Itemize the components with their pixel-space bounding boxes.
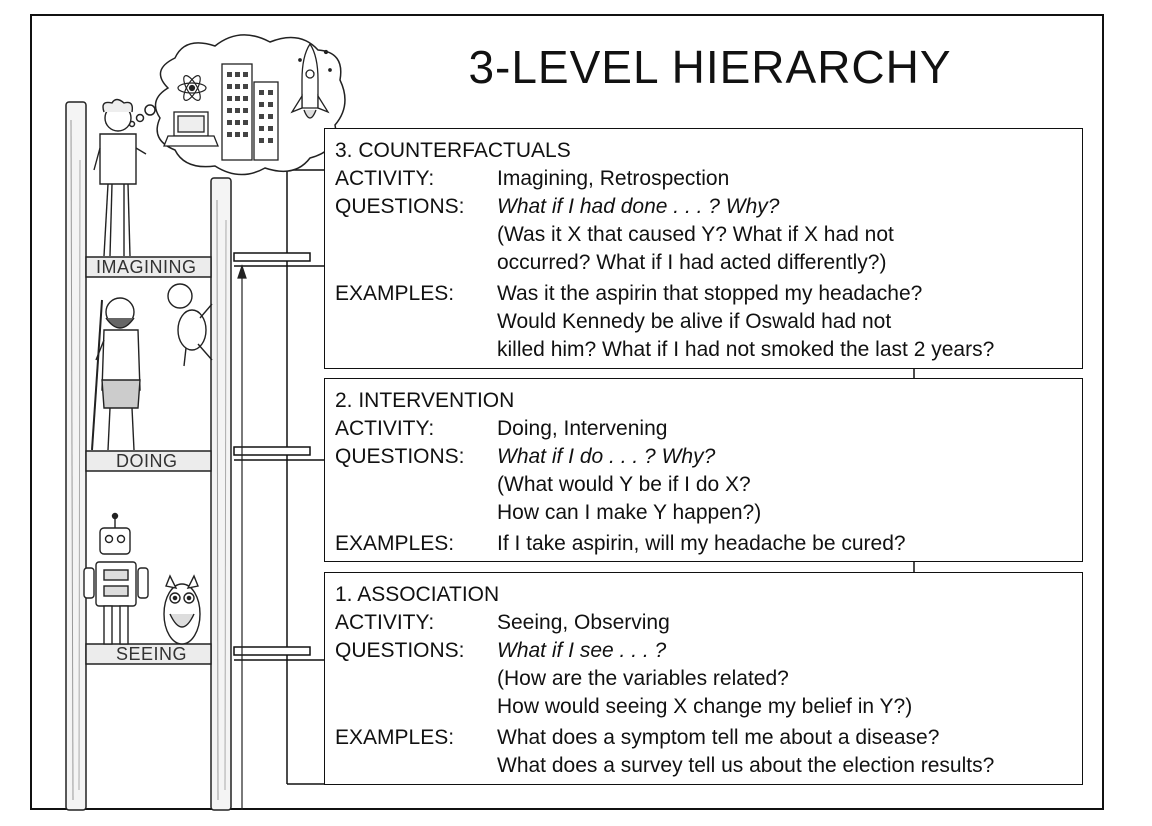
question-main: What if I had done . . . ? Why?: [497, 195, 780, 218]
question-line: How can I make Y happen?): [497, 501, 762, 524]
robot-figure: [84, 514, 148, 645]
level-heading: 2. INTERVENTION: [335, 389, 515, 412]
activity-label: ACTIVITY:: [335, 611, 435, 634]
rung-label-seeing: SEEING: [116, 644, 188, 664]
level-1-association-box: [324, 572, 1083, 785]
level-2-intervention-box: [324, 378, 1083, 562]
level-heading: 3. COUNTERFACTUALS: [335, 139, 571, 162]
question-main: What if I see . . . ?: [497, 639, 667, 662]
example-line: If I take aspirin, will my headache be cured?: [497, 532, 906, 555]
upward-arrow: [238, 266, 246, 810]
caveman-figure: [92, 298, 140, 450]
examples-label: EXAMPLES:: [335, 726, 455, 749]
question-line: How would seeing X change my belief in Y?): [497, 695, 913, 718]
questions-label: QUESTIONS:: [335, 639, 465, 662]
examples-label: EXAMPLES:: [335, 282, 455, 305]
level-3-counterfactuals-box: [324, 128, 1083, 369]
activity-label: ACTIVITY:: [335, 167, 435, 190]
level-heading: 1. ASSOCIATION: [335, 583, 500, 606]
questions-label: QUESTIONS:: [335, 445, 465, 468]
activity-value: Imagining, Retrospection: [497, 167, 730, 190]
page-title: 3-LEVEL HIERARCHY: [468, 41, 952, 93]
question-line: (How are the variables related?: [497, 667, 789, 690]
scientist-figure: [94, 100, 146, 257]
question-line: (What would Y be if I do X?: [497, 473, 751, 496]
example-line: Would Kennedy be alive if Oswald had not: [497, 310, 892, 333]
example-line: What does a symptom tell me about a disease?: [497, 726, 940, 749]
rung-label-doing: DOING: [116, 451, 178, 471]
activity-label: ACTIVITY:: [335, 417, 435, 440]
activity-value: Doing, Intervening: [497, 417, 668, 440]
questions-label: QUESTIONS:: [335, 195, 465, 218]
question-line: occurred? What if I had acted differently?): [497, 251, 887, 274]
examples-label: EXAMPLES:: [335, 532, 455, 555]
question-main: What if I do . . . ? Why?: [497, 445, 716, 468]
example-line: killed him? What if I had not smoked the last 2 years?: [497, 338, 995, 361]
example-line: What does a survey tell us about the election results?: [497, 754, 995, 777]
question-line: (Was it X that caused Y? What if X had not: [497, 223, 894, 246]
activity-value: Seeing, Observing: [497, 611, 670, 634]
owl-figure: [164, 576, 200, 644]
example-line: Was it the aspirin that stopped my headache?: [497, 282, 923, 305]
rung-label-imagining: IMAGINING: [96, 257, 197, 277]
baby-figure: [168, 284, 212, 366]
